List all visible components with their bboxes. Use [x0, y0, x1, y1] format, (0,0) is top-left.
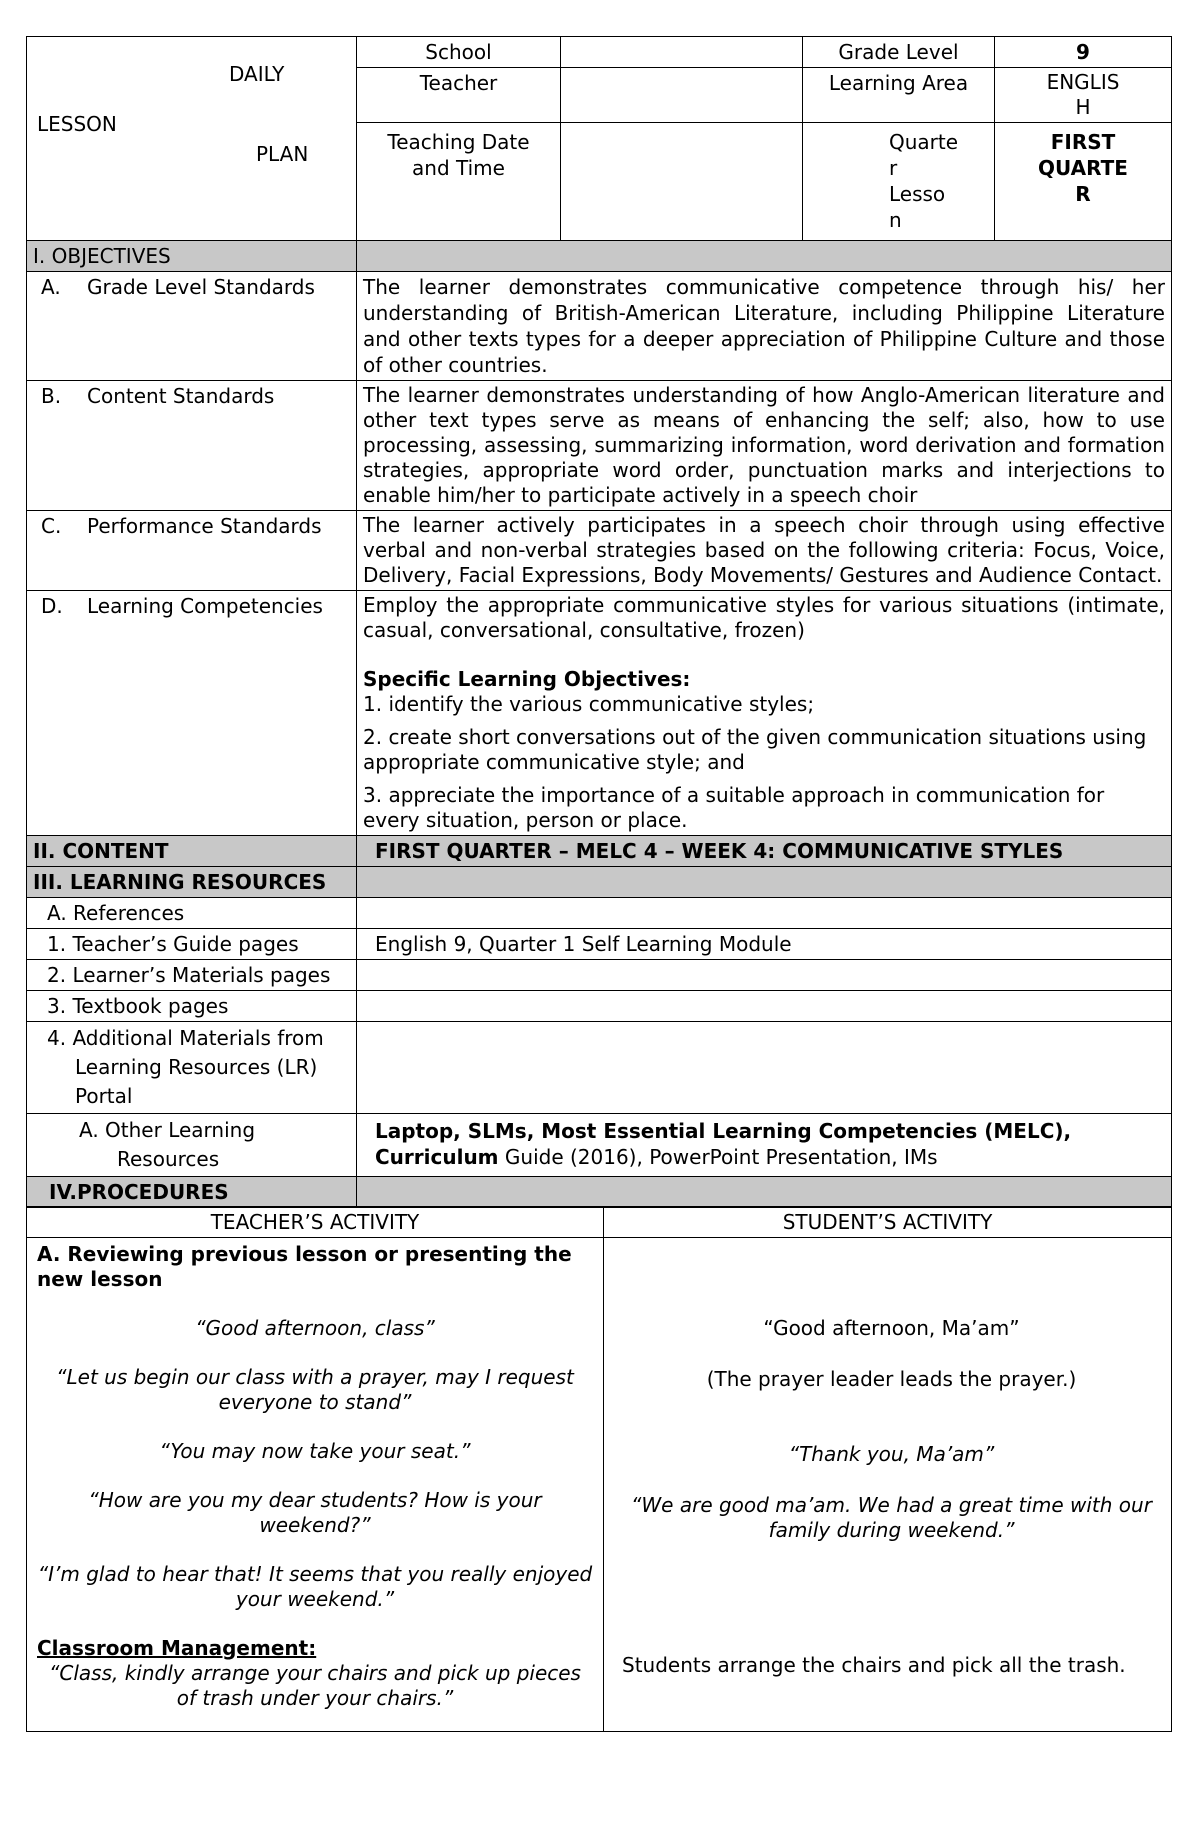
content-standards-label	[27, 380, 357, 510]
specific-objective-1: 1. identify the various communicative styles;	[363, 691, 815, 716]
teacher-activity-header: TEACHER’S ACTIVITY	[27, 1207, 604, 1238]
other-resources-value-line2	[375, 1144, 1165, 1170]
teacher-value	[561, 68, 803, 123]
teaching-date-label	[357, 123, 561, 241]
learning-area-label: Learning Area	[803, 68, 995, 123]
content-standards-letter: B.	[41, 383, 62, 408]
teacher-line-3: “You may now take your seat.”	[159, 1439, 471, 1463]
student-activity-cell	[604, 1238, 1172, 1732]
performance-standards-letter: C.	[41, 513, 62, 538]
quarter-lesson-label	[803, 123, 995, 241]
additional-materials-line3: Portal	[75, 1083, 133, 1108]
grade-level-label: Grade Level	[803, 37, 995, 68]
resources-heading: III. LEARNING RESOURCES	[27, 866, 357, 897]
student-line-5: Students arrange the chairs and pick all the trash.	[622, 1653, 1126, 1677]
title-lesson: LESSON	[37, 112, 117, 136]
teaching-date-label-line2: and Time	[412, 156, 505, 180]
content-standards-label-text: Content Standards	[87, 383, 275, 408]
other-resources-rest: Guide (2016), PowerPoint Presentation, IMs	[498, 1144, 938, 1169]
performance-standards-label-text: Performance Standards	[87, 513, 322, 538]
objectives-table	[26, 240, 1172, 1208]
resources-heading-fill	[357, 866, 1172, 897]
teacher-line-2: “Let us begin our class with a prayer, may I request everyone to stand”	[56, 1365, 574, 1414]
grade-standards-label	[27, 271, 357, 380]
specific-objective-2: 2. create short conversations out of the given communication situations using appropriate communicative style; and	[363, 724, 1147, 774]
other-resources-line1: A. Other Learning	[79, 1117, 256, 1142]
procedures-heading: IV.PROCEDURES	[27, 1176, 357, 1207]
teacher-label: Teacher	[357, 68, 561, 123]
quarter-value	[995, 123, 1172, 241]
student-line-2: (The prayer leader leads the prayer.)	[706, 1367, 1077, 1391]
objectives-heading-fill	[357, 240, 1172, 271]
additional-materials-line1: 4. Additional Materials from	[47, 1025, 324, 1050]
competencies-cell	[357, 590, 1172, 835]
dlp-title-cell	[27, 37, 357, 241]
teacher-line-6: “Class, kindly arrange your chairs and pick up pieces of trash under your chairs.”	[49, 1661, 581, 1710]
specific-objectives-heading: Specific Learning Objectives:	[363, 666, 691, 691]
review-heading: A. Reviewing previous lesson or presenting the new lesson	[37, 1242, 572, 1291]
teachers-guide-value: English 9, Quarter 1 Self Learning Module	[357, 928, 1172, 959]
competencies-letter: D.	[41, 593, 63, 618]
other-resources-line2: Resources	[117, 1146, 220, 1171]
content-value: FIRST QUARTER – MELC 4 – WEEK 4: COMMUNICATIVE STYLES	[357, 835, 1172, 866]
teacher-line-5: “I’m glad to hear that! It seems that you really enjoyed your weekend.”	[37, 1562, 593, 1611]
classroom-management-heading: Classroom Management:	[37, 1636, 317, 1660]
teaching-date-label-line1: Teaching Date	[387, 130, 530, 154]
grade-level-value: 9	[995, 37, 1172, 68]
other-resources-value	[357, 1113, 1172, 1176]
learning-area-value-line2: H	[1075, 95, 1091, 119]
learning-area-value-line1: ENGLIS	[1046, 70, 1120, 94]
grade-standards-label-text: Grade Level Standards	[87, 274, 315, 299]
title-daily: DAILY	[229, 62, 285, 86]
other-resources-curriculum: Curriculum	[375, 1144, 499, 1169]
quarter-value-line2: QUARTE	[1038, 156, 1128, 180]
grade-standards-text: The learner demonstrates communicative competence through his/ her understanding of British-American Literature, including Philippine Literature and other texts types for a deeper appreciation of Philippine Culture and those of other countries.	[357, 271, 1172, 380]
learners-materials-label: 2. Learner’s Materials pages	[27, 959, 357, 990]
teacher-activity-cell	[27, 1238, 604, 1732]
content-heading: II. CONTENT	[27, 835, 357, 866]
other-resources-value-line1: Laptop, SLMs, Most Essential Learning Competencies (MELC),	[375, 1118, 1072, 1143]
lesson-label-line2: n	[889, 208, 902, 232]
quarter-value-line3: R	[1075, 182, 1091, 206]
additional-materials-label	[27, 1021, 357, 1113]
textbook-value	[357, 990, 1172, 1021]
quarter-label-line2: r	[889, 156, 898, 180]
procedures-heading-fill	[357, 1176, 1172, 1207]
student-activity-header: STUDENT’S ACTIVITY	[604, 1207, 1172, 1238]
learning-area-value	[995, 68, 1172, 123]
teaching-date-value	[561, 123, 803, 241]
specific-objective-3: 3. appreciate the importance of a suitable approach in communication for every situation, person or place.	[363, 782, 1105, 832]
performance-standards-label	[27, 510, 357, 590]
performance-standards-text: The learner actively participates in a speech choir through using effective verbal and non-verbal strategies based on the following criteria: Focus, Voice, Delivery, Facial Expressions, Body Movements/ Gestures and Audience Contact.	[357, 510, 1172, 590]
textbook-label: 3. Textbook pages	[27, 990, 357, 1021]
quarter-value-line1: FIRST	[1050, 130, 1116, 154]
teacher-line-4: “How are you my dear students? How is your weekend?”	[88, 1488, 542, 1537]
lesson-label-line1: Lesso	[889, 182, 946, 206]
teachers-guide-label: 1. Teacher’s Guide pages	[27, 928, 357, 959]
other-resources-label	[27, 1113, 357, 1176]
references-label: A. References	[27, 897, 357, 928]
student-line-3: “Thank you, Ma’am”	[788, 1442, 995, 1466]
lesson-plan-page	[26, 36, 1171, 1732]
competencies-text: Employ the appropriate communicative styles for various situations (intimate, casual, conversational, consultative, frozen)	[363, 592, 1165, 642]
header-table	[26, 36, 1172, 241]
student-line-1: “Good afternoon, Ma’am”	[763, 1316, 1020, 1340]
quarter-label-line1: Quarte	[889, 130, 959, 154]
content-standards-text: The learner demonstrates understanding of how Anglo-American literature and other text types serve as means of enhancing the self; also, how to use processing, assessing, summarizing information, word derivation and formation strategies, appropriate word order, punctuation marks and interjections to enable him/her to participate actively in a speech choir	[357, 380, 1172, 510]
additional-materials-line2: Learning Resources (LR)	[75, 1054, 318, 1079]
student-line-4: “We are good ma’am. We had a great time with our family during weekend.”	[631, 1493, 1152, 1542]
references-value	[357, 897, 1172, 928]
competencies-label	[27, 590, 357, 835]
competencies-label-text: Learning Competencies	[87, 593, 323, 618]
activity-table	[26, 1206, 1172, 1732]
teacher-line-1: “Good afternoon, class”	[195, 1316, 435, 1340]
objectives-heading: I. OBJECTIVES	[27, 240, 357, 271]
grade-standards-letter: A.	[41, 274, 61, 299]
school-value	[561, 37, 803, 68]
additional-materials-value	[357, 1021, 1172, 1113]
title-plan: PLAN	[256, 142, 309, 166]
school-label: School	[357, 37, 561, 68]
learners-materials-value	[357, 959, 1172, 990]
